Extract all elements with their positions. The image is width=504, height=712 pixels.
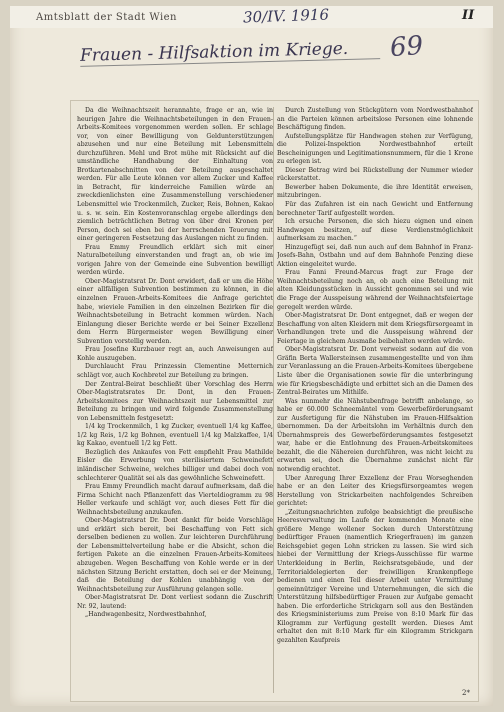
paragraph: Hinzugefügt sei, daß nun auch auf dem Bahnhof in Franz-Josefs-Bahn, Ostbahn und auf dem Bahnhofe Penzing diese Aktion eingeleitet wurde. — [277, 243, 473, 268]
paragraph: Dieser Betrag wird bei Rückstellung der Nummer wieder rückerstattet. — [277, 166, 473, 183]
paragraph: Frau Josefine Kurzbauer regt an, auch Anweisungen auf Kohle auszugeben. — [77, 346, 273, 362]
paragraph: Bewerber haben Dokumente, die ihre Identität erweisen, mitzubringen. — [277, 183, 473, 200]
paragraph: Bezüglich des Ankaufes von Fett empfiehlt Frau Mathilde Eisler die Erwerbung von sterilisiertem Schweinefett inländischer Schweine, welches billiger und dabei doch von schlechterer Qualität sei als das gewöhnliche Schweinefett. — [77, 448, 273, 482]
handwritten-date: 30/IV. 1916 — [242, 5, 330, 27]
paragraph: Der Zentral-Beirat beschließt über Vorschlag des Herrn Ober-Magistratsrates Dr. Dont, in den Frauen-Arbeitskomitees zur Weihnachtszeit nur Lebensmittel zur Beteilung zu bringen und wird folgende Zusammenstellung von Lebensmitteln festgesetzt: — [77, 380, 273, 422]
scanned-sheet — [10, 6, 493, 706]
newspaper-clipping — [70, 100, 479, 702]
paragraph: Ober-Magistratsrat Dr. Dont dankt für beide Vorschläge und erklärt sich bereit, bei Beschaffung von Fett sich derselben bedienen zu wollen. Zur leichteren Durchführung der Lebensmittelverteilung habe er die Absicht, schon die fertigen Pakete an die einzelnen Frauen-Arbeits-Komitees abzugeben. Wegen Beschaffung von Kohle werde er in der nächsten Sitzung Bericht erstatten, doch sei er der Meinung, daß die Beteilung der Kohlen unabhängig von der Weihnachtsbeteilung zur Ausführung gelangen solle. — [77, 517, 273, 593]
paragraph: Frau Emmy Freundlich macht darauf aufmerksam, daß die Firma Schicht nach Pflanzenfett das Vierteldiogramm zu 98 Heller verkaufe und schlägt vor, auch dieses Fett für die Weihnachtsbeteilung anzukaufen. — [77, 483, 273, 516]
masthead: Amtsblatt der Stadt Wien — [36, 12, 177, 23]
page-mark: II — [462, 8, 475, 23]
paragraph: Durch Zustellung von Stückgütern vom Nordwestbahnhof an die Parteien können arbeitslose Personen eine lohnende Beschäftigung finden. — [277, 107, 473, 132]
paragraph: 1/4 kg Trockenmilch, 1 kg Zucker, eventuell 1/4 kg Kaffee, 1/2 kg Reis, 1/2 kg Bohnen, eventuell 1/4 kg Malzkaffee, 1/4 kg Kakao, eventuell 1/2 kg Fett. — [77, 423, 273, 448]
corner-mark: 2* — [462, 689, 470, 697]
handwritten-number: 69 — [388, 30, 425, 64]
paragraph: Ober-Magistratsrat Dr. Dont entgegnet, daß er wegen der Beschaffung von alten Kleidern mit dem Kriegsfürsorgeamt in Verhandlungen trete und die Ausspeisung während der Feiertage in gleichem Ausmaße beibehalten werden würde. — [277, 312, 473, 345]
paragraph: „Handwagenbesitz, Nordwestbahnhof, — [85, 611, 207, 619]
paragraph: Ober-Magistratsrat Dr. Dont verweist sodann auf die von Gräfin Berta Wallersteinsen zusammengestellte und von ihm zur Veranlassung an die Frauen-Arbeits-Komitees übergebene Liste über die Organisationen sowie für die unterbringung wie für Kriegsbeschädigte und erbittet sich an die Damen des Zentral-Beirates um Mithilfe. — [277, 346, 473, 397]
right-column — [277, 107, 473, 697]
paragraph: Aufstellungsplätze für Handwagen stehen zur Verfügung, die Polizei-Inspektion Nordwestbahnhof erteilt Bescheinigungen und Legitimationsnummern, für die 1 Krone zu erlegen ist. — [277, 132, 473, 166]
paragraph: Für das Zufahren ist ein nach Gewicht und Entfernung berechneter Tarif aufgestellt worden. — [277, 201, 473, 217]
paragraph: Uber Anregung Ihrer Exzellenz der Frau Worseghenden habe er an den Leiter des Kriegsfürsorgeamtes wegen Herstellung von Strickarbeiten nachfolgendes Schreiben gerichtet: — [277, 474, 473, 508]
paragraph: Ober-Magistratsrat Dr. Dont verliest sodann die Zuschrift Nr. 92, lautend: — [77, 594, 273, 610]
paragraph: Frau Fanni Freund-Marcus fragt zur Frage der Weihnachtsbeteilung noch an, ob auch eine Beteilung mit alten Kleidungsstücken in Aussicht genommen sei und wie die Frage der Ausspeisung während der Weihnachtsfeiertage geregelt werden würde. — [277, 269, 473, 311]
paragraph: „Zeitungsnachrichten zufolge beabsichtigt die preußische Heeresverwaltung im Laufe der kommenden Monate eine größere Menge wollener Socken durch Unterstützung bedürftiger Frauen (namentlich Kriegerfrauen) im ganzen Reichsgebiet gegen Lohn stricken zu lassen. Sie wird sich hiebei der Vermittlung der Kriegs-Ausschüsse für warme Unterkleidung in Berlin, Reichsratsgebäude, und der Territorialdelegierten der freiwilligen Krankenpflege bedienen und einen Teil dieser Arbeit unter Vermittlung gemeinnütziger Vereine und Unternehmungen, die sich die Unterstützung hilfsbedürftiger Frauen zur Aufgabe gemacht haben. Die erforderliche Strickgarn soll aus den Beständen des Kriegsministeriums zum Preise von 8:10 Mark für das Kilogramm zur Verfügung gestellt werden. Dieses Amt erhaltet den mit 8:10 Mark für ein Kilogramm Strickgarn gezahlten Kaufpreis — [277, 508, 473, 644]
paragraph: Da die Weihnachtszeit herannahte, frage er an, wie in heurigen Jahre die Weihnachtsbeteilungen in den Frauen-Arbeits-Komitees vorgenommen werden sollen. Er schlage vor, von einer Bewilligung von Geldunterstützungen abzusehen und nur eine Beteilung mit Lebensmitteln durchzuführen. Mehl und Brot mühe mit Rücksicht auf die umständliche Handhabung der Einhaltung von Brotkartenabschnitten von der Beteilung ausgeschaltet werden. Für alle Leute können vor allem Zucker und Kaffee in Betracht, für kinderreiche Familien würde an zweckdienlichsten eine Zusammenstellung verschiedener Lebensmittel wie Trockenmilch, Zucker, Reis, Bohnen, Kakao u. s. w. sein. Ein Kostenvoranschlag ergebe allerdings den ziemlich beträchtlichen Betrag von über drei Kronen per Person, doch sei eben bei der herrschenden Teuerung mit einer geringeren Festsetzung das Auslangen nicht zu finden. — [77, 107, 273, 243]
paragraph: Was nunmehr die Nähstubenfrage betrifft anbelange, so habe er 60.000 Schneemäntel vom Gewerbeförderungsamt zur Ausfertigung für die Nähstuben im Frauen-Hilfsaktion übernommen. Da der Arbeitslohn im Verhältnis durch den Übernahmspreis des Gewerbeförderungsamtes festgesetzt war, habe er die Entlohnung des Frauen-Arbeitskomitees bezahlt, die die Nähereien durchführen, was nicht leicht zu erwarten sei, doch die Übernahme zunächst nicht für notwendig erachtet. — [277, 397, 473, 473]
left-column — [77, 107, 273, 697]
paragraph: Frau Emmy Freundlich erklärt sich mit einer Naturalbeteilung einverstanden und fragt an, ob wie im vorigen Jahre von der Gemeinde eine Subvention bewilligt werden würde. — [77, 243, 273, 277]
column-rule — [273, 107, 274, 693]
paragraph: Durchlaucht Frau Prinzessin Clementine Metternich schlägt vor, auch Kochbretel zur Beteilung zu bringen. — [77, 363, 273, 379]
paragraph: Ober-Magistratsrat Dr. Dont erwidert, daß er um die Höhe einer allfälligen Subvention bestimmen zu können, in die einzelnen Frauen-Arbeits-Komitees die Anfrage gerichtet habe, wieviele Familien in den einzelnen Bezirken für die Weihnachtsbeteilung in Betracht kommen würden. Nach Einlangung dieser Berichte werde er bei Seiner Exzellenz dem Herrn Bürgermeister wegen Bewilligung einer Subvention vorstellig werden. — [77, 277, 273, 345]
paragraph: Ich ersuche Personen, die sich hiezu eignen und einen Handwagen besitzen, auf diese Verdienstmöglichkeit aufmerksam zu machen.“ — [277, 218, 473, 243]
handwritten-title: Frauen - Hilfsaktion im Kriege. — [80, 38, 380, 67]
